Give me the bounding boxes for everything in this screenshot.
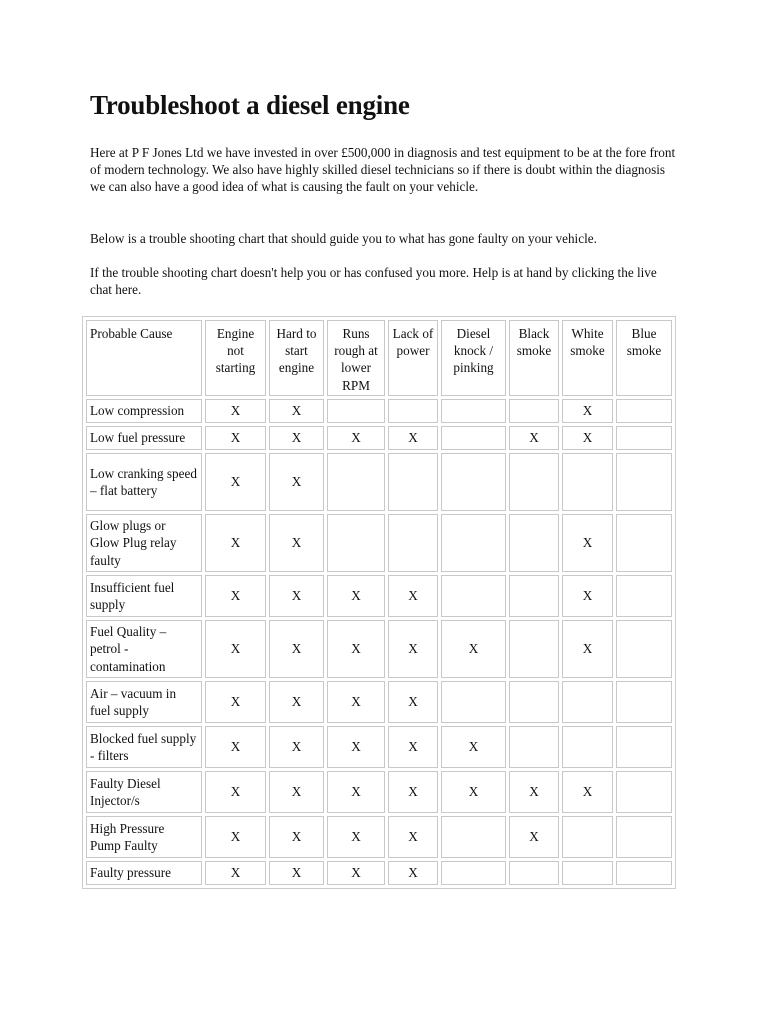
symptom-mark-cell — [509, 861, 559, 885]
symptom-mark-cell — [562, 453, 613, 511]
symptom-mark-cell: X — [205, 771, 266, 813]
symptom-mark-cell — [441, 426, 506, 450]
table-row — [86, 399, 672, 423]
symptom-mark-cell: X — [388, 426, 438, 450]
symptom-mark-cell: X — [269, 681, 324, 723]
symptom-mark-cell: X — [562, 514, 613, 572]
symptom-mark-cell — [509, 681, 559, 723]
symptom-mark-cell — [388, 399, 438, 423]
table-row — [86, 514, 672, 572]
symptom-mark-cell — [562, 816, 613, 858]
symptom-mark-cell: X — [388, 620, 438, 678]
table-row — [86, 426, 672, 450]
symptom-mark-cell: X — [441, 771, 506, 813]
symptom-mark-cell: X — [205, 514, 266, 572]
column-header: Hard to start engine — [269, 320, 324, 396]
symptom-mark-cell: X — [269, 575, 324, 617]
column-header-cause: Probable Cause — [86, 320, 202, 396]
symptom-mark-cell — [616, 726, 672, 768]
symptom-mark-cell — [441, 399, 506, 423]
column-header: Lack of power — [388, 320, 438, 396]
column-header: Diesel knock / pinking — [441, 320, 506, 396]
table-header-row — [86, 320, 672, 396]
symptom-mark-cell — [441, 816, 506, 858]
table-row — [86, 771, 672, 813]
column-header: Blue smoke — [616, 320, 672, 396]
symptom-mark-cell: X — [509, 816, 559, 858]
symptom-mark-cell — [616, 861, 672, 885]
symptom-mark-cell — [616, 816, 672, 858]
symptom-mark-cell: X — [327, 816, 385, 858]
symptom-mark-cell — [327, 453, 385, 511]
troubleshooting-table — [82, 316, 676, 889]
symptom-mark-cell: X — [562, 575, 613, 617]
symptom-mark-cell — [616, 426, 672, 450]
symptom-mark-cell: X — [327, 681, 385, 723]
symptom-mark-cell — [509, 575, 559, 617]
symptom-mark-cell: X — [441, 726, 506, 768]
symptom-mark-cell: X — [269, 399, 324, 423]
symptom-mark-cell — [509, 399, 559, 423]
column-header: Black smoke — [509, 320, 559, 396]
table-row — [86, 816, 672, 858]
symptom-mark-cell — [509, 726, 559, 768]
symptom-mark-cell: X — [205, 861, 266, 885]
cause-cell: Air – vacuum in fuel supply — [86, 681, 202, 723]
symptom-mark-cell: X — [205, 453, 266, 511]
symptom-mark-cell: X — [388, 726, 438, 768]
symptom-mark-cell: X — [269, 771, 324, 813]
symptom-mark-cell — [562, 681, 613, 723]
symptom-mark-cell — [616, 771, 672, 813]
symptom-mark-cell: X — [327, 861, 385, 885]
symptom-mark-cell: X — [509, 426, 559, 450]
symptom-mark-cell: X — [269, 726, 324, 768]
symptom-mark-cell: X — [562, 620, 613, 678]
page-title: Troubleshoot a diesel engine — [90, 90, 410, 120]
symptom-mark-cell — [616, 514, 672, 572]
symptom-mark-cell: X — [509, 771, 559, 813]
cause-cell: Fuel Quality – petrol - contamination — [86, 620, 202, 678]
symptom-mark-cell — [388, 453, 438, 511]
table-row — [86, 620, 672, 678]
cause-cell: Low compression — [86, 399, 202, 423]
symptom-mark-cell: X — [327, 620, 385, 678]
symptom-mark-cell: X — [205, 426, 266, 450]
symptom-mark-cell — [562, 726, 613, 768]
symptom-mark-cell: X — [388, 575, 438, 617]
symptom-mark-cell: X — [327, 426, 385, 450]
cause-cell: Blocked fuel supply - filters — [86, 726, 202, 768]
symptom-mark-cell: X — [269, 620, 324, 678]
symptom-mark-cell — [509, 514, 559, 572]
cause-cell: Faulty Diesel Injector/s — [86, 771, 202, 813]
symptom-mark-cell — [616, 681, 672, 723]
column-header: Engine not starting — [205, 320, 266, 396]
symptom-mark-cell: X — [388, 861, 438, 885]
cause-cell: Insufficient fuel supply — [86, 575, 202, 617]
table-row — [86, 861, 672, 885]
symptom-mark-cell: X — [562, 771, 613, 813]
symptom-mark-cell: X — [269, 426, 324, 450]
symptom-mark-cell — [562, 861, 613, 885]
symptom-mark-cell — [441, 453, 506, 511]
cause-cell: High Pressure Pump Faulty — [86, 816, 202, 858]
table-row — [86, 453, 672, 511]
symptom-mark-cell: X — [269, 816, 324, 858]
symptom-mark-cell — [616, 620, 672, 678]
intro-paragraph: Here at P F Jones Ltd we have invested in over £500,000 in diagnosis and test equipment to be at the fore front of modern technology. We also have highly skilled diesel technicians so if there is doubt within the diagnosis we can also have a good idea of what is causing the fault on your vehicle. — [90, 145, 676, 195]
symptom-mark-cell: X — [327, 771, 385, 813]
live-chat-paragraph[interactable]: If the trouble shooting chart doesn't help you or has confused you more. Help is at hand by clicking the live chat here. — [90, 265, 657, 298]
cause-cell: Glow plugs or Glow Plug relay faulty — [86, 514, 202, 572]
table-row — [86, 575, 672, 617]
symptom-mark-cell — [441, 681, 506, 723]
symptom-mark-cell — [616, 399, 672, 423]
symptom-mark-cell: X — [388, 681, 438, 723]
symptom-mark-cell: X — [441, 620, 506, 678]
symptom-mark-cell: X — [562, 426, 613, 450]
cause-cell: Low fuel pressure — [86, 426, 202, 450]
symptom-mark-cell: X — [205, 620, 266, 678]
symptom-mark-cell — [327, 514, 385, 572]
chart-intro-paragraph: Below is a trouble shooting chart that should guide you to what has gone faulty on your vehicle. — [90, 231, 597, 246]
symptom-mark-cell: X — [205, 681, 266, 723]
cause-cell: Faulty pressure — [86, 861, 202, 885]
symptom-mark-cell: X — [562, 399, 613, 423]
symptom-mark-cell: X — [205, 575, 266, 617]
symptom-mark-cell: X — [269, 861, 324, 885]
symptom-mark-cell — [441, 861, 506, 885]
symptom-mark-cell — [327, 399, 385, 423]
cause-cell: Low cranking speed – flat battery — [86, 453, 202, 511]
symptom-mark-cell — [388, 514, 438, 572]
symptom-mark-cell — [441, 575, 506, 617]
symptom-mark-cell: X — [205, 816, 266, 858]
symptom-mark-cell: X — [205, 726, 266, 768]
symptom-mark-cell: X — [269, 514, 324, 572]
symptom-mark-cell — [616, 453, 672, 511]
symptom-mark-cell — [509, 453, 559, 511]
table-row — [86, 681, 672, 723]
symptom-mark-cell: X — [269, 453, 324, 511]
symptom-mark-cell — [509, 620, 559, 678]
symptom-mark-cell: X — [388, 816, 438, 858]
table-row — [86, 726, 672, 768]
column-header: White smoke — [562, 320, 613, 396]
symptom-mark-cell: X — [327, 575, 385, 617]
symptom-mark-cell — [441, 514, 506, 572]
symptom-mark-cell: X — [205, 399, 266, 423]
symptom-mark-cell: X — [388, 771, 438, 813]
symptom-mark-cell: X — [327, 726, 385, 768]
column-header: Runs rough at lower RPM — [327, 320, 385, 396]
symptom-mark-cell — [616, 575, 672, 617]
